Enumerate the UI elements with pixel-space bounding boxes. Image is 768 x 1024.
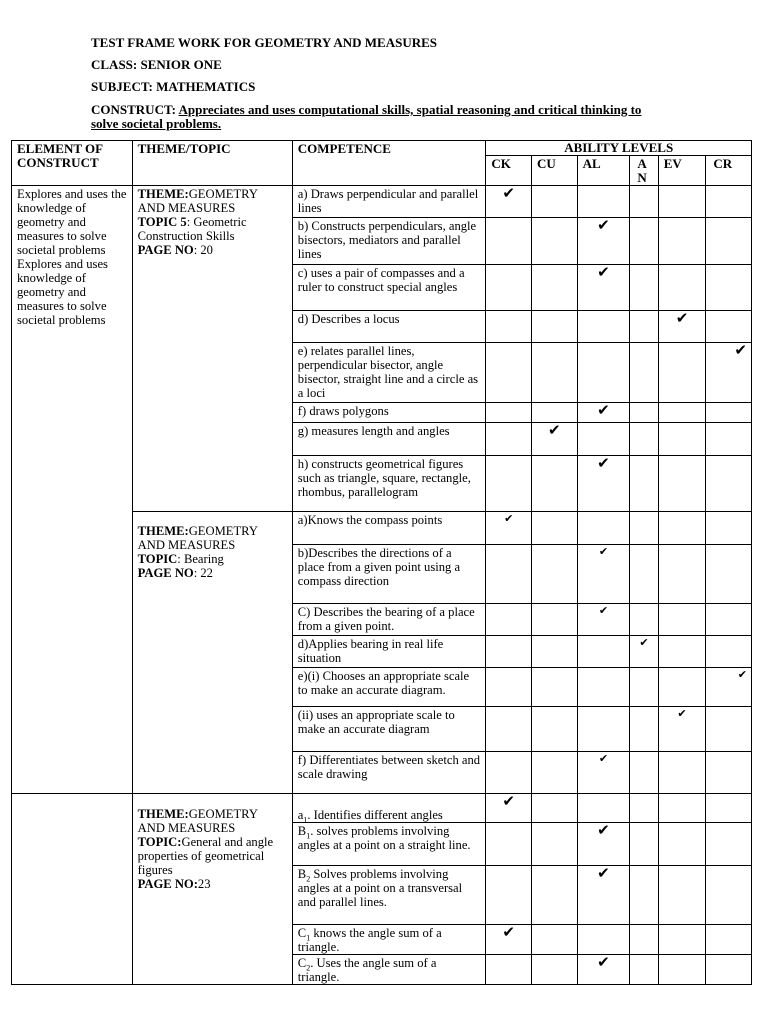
level-cell-al <box>577 955 630 985</box>
level-cell-cr <box>706 403 752 423</box>
level-cell-cr <box>706 794 752 823</box>
check-mark-icon: ✔ <box>502 792 515 810</box>
page-no-label: PAGE NO: <box>137 877 198 891</box>
page-no-value: : 20 <box>193 243 213 257</box>
check-mark-icon: ✔ <box>504 512 514 525</box>
level-cell-cu <box>532 545 578 604</box>
check-mark-icon: ✔ <box>597 216 610 234</box>
level-cell-ck <box>486 186 532 218</box>
check-mark-icon: ✔ <box>598 752 609 765</box>
level-cell-ck <box>486 218 532 265</box>
construct-line <box>91 103 741 131</box>
competence-text: knows the angle sum of a triangle. <box>297 926 442 954</box>
competence-code: B <box>297 824 307 838</box>
check-mark-icon: ✔ <box>597 864 610 882</box>
level-cell-ck <box>486 823 532 866</box>
theme-value: GEOMETRY AND MEASURES <box>137 524 258 552</box>
level-cell-an <box>630 707 658 752</box>
level-cell-al <box>577 707 630 752</box>
level-cell-cu <box>532 265 578 311</box>
check-mark-icon: ✔ <box>598 604 609 617</box>
level-cell-al <box>577 403 630 423</box>
level-cell-ck <box>486 423 532 456</box>
competence-cell: e) relates parallel lines, perpendicular bisector, angle bisector, straight line and a circle as a loci <box>292 343 486 403</box>
level-cell-al <box>577 925 630 955</box>
check-mark-icon: ✔ <box>597 821 610 839</box>
level-cell-ck <box>486 636 532 668</box>
level-cell-al <box>577 752 630 794</box>
level-cell-an <box>630 866 658 925</box>
level-cell-cu <box>532 707 578 752</box>
level-cell-cr <box>706 707 752 752</box>
competence-cell: f) Differentiates between sketch and scale drawing <box>292 752 486 794</box>
level-cell-cu <box>532 456 578 512</box>
level-cell-ck <box>486 311 532 343</box>
level-cell-an <box>630 343 658 403</box>
level-cell-al <box>577 343 630 403</box>
check-mark-icon: ✔ <box>502 184 515 202</box>
level-cell-ev <box>658 955 706 985</box>
check-mark-icon: ✔ <box>639 636 649 649</box>
level-cell-cr <box>706 925 752 955</box>
topic-label: TOPIC <box>137 552 178 566</box>
competence-subscript: 2 <box>306 963 311 973</box>
level-cell-ck <box>486 866 532 925</box>
competence-cell: b)Describes the directions of a place from a given point using a compass direction <box>292 545 486 604</box>
level-cell-al <box>577 545 630 604</box>
level-cell-al <box>577 794 630 823</box>
level-cell-al <box>577 311 630 343</box>
level-cell-ev <box>658 823 706 866</box>
level-cell-cr <box>706 866 752 925</box>
competence-cell: d) Describes a locus <box>292 311 486 343</box>
level-cell-cr <box>706 423 752 456</box>
level-cell-ev <box>658 311 706 343</box>
topic-value: General and angle properties of geometrical figures <box>137 835 274 877</box>
level-cell-ev <box>658 403 706 423</box>
level-cell-cr <box>706 265 752 311</box>
level-cell-ck <box>486 456 532 512</box>
competence-text: . Identifies different angles <box>307 808 443 822</box>
competence-cell: h) constructs geometrical figures such as triangle, square, rectangle, rhombus, parallelogram <box>292 456 486 512</box>
level-cell-an <box>630 636 658 668</box>
col-header-competence: COMPETENCE <box>292 141 486 186</box>
check-mark-icon: ✔ <box>548 421 561 439</box>
document-title: TEST FRAME WORK FOR GEOMETRY AND MEASURES <box>91 35 438 50</box>
level-cell-ev <box>658 456 706 512</box>
level-cell-cu <box>532 752 578 794</box>
competence-code: C <box>297 926 307 940</box>
page-no-label: PAGE NO <box>137 566 194 580</box>
competence-code: C <box>297 956 307 970</box>
level-cell-an <box>630 456 658 512</box>
level-cell-cu <box>532 668 578 707</box>
class-line: CLASS: SENIOR ONE <box>91 57 222 72</box>
competence-text: Solves problems involving angles at a point on a transversal and parallel lines. <box>297 867 463 909</box>
competence-cell: a) Draws perpendicular and parallel lines <box>292 186 486 218</box>
element-of-construct-cell: Explores and uses the knowledge of geometry and measures to solve societal problems Explores and uses knowledge of geometry and measures to solve societal problems <box>12 186 133 794</box>
competence-code: a <box>297 808 304 822</box>
theme-value: GEOMETRY AND MEASURES <box>137 807 258 835</box>
level-cell-al <box>577 823 630 866</box>
level-cell-an <box>630 512 658 545</box>
construct-text-1: Appreciates and uses computational skills, spatial reasoning and critical thinking to <box>178 102 642 117</box>
competence-subscript: 1 <box>306 933 311 943</box>
check-mark-icon: ✔ <box>734 341 747 359</box>
competence-cell <box>292 794 486 823</box>
level-cell-ck <box>486 794 532 823</box>
level-cell-cr <box>706 636 752 668</box>
level-cell-ck <box>486 512 532 545</box>
level-cell-cr <box>706 343 752 403</box>
theme-value: GEOMETRY AND MEASURES <box>137 187 258 215</box>
level-cell-cu <box>532 925 578 955</box>
level-cell-ck <box>486 545 532 604</box>
table-row <box>12 186 752 218</box>
col-header-theme: THEME/TOPIC <box>132 141 292 186</box>
level-cell-ev <box>658 668 706 707</box>
level-cell-ck <box>486 343 532 403</box>
level-cell-cr <box>706 545 752 604</box>
level-cell-an <box>630 186 658 218</box>
level-cell-an <box>630 545 658 604</box>
level-cell-ev <box>658 186 706 218</box>
competence-cell: g) measures length and angles <box>292 423 486 456</box>
level-cell-an <box>630 604 658 636</box>
level-cell-ck <box>486 604 532 636</box>
level-cell-ck <box>486 955 532 985</box>
col-header-ability-levels: ABILITY LEVELS <box>486 141 752 156</box>
level-cell-cr <box>706 668 752 707</box>
level-cell-cr <box>706 456 752 512</box>
topic-label: TOPIC 5 <box>137 215 187 229</box>
level-cell-al <box>577 668 630 707</box>
level-cell-an <box>630 423 658 456</box>
level-cell-ck <box>486 265 532 311</box>
level-cell-cu <box>532 512 578 545</box>
theme-label: THEME: <box>137 807 189 821</box>
table-row <box>12 794 752 823</box>
level-cell-cu <box>532 636 578 668</box>
level-cell-ev <box>658 707 706 752</box>
level-cell-al <box>577 866 630 925</box>
competence-cell <box>292 866 486 925</box>
competence-text: . Uses the angle sum of a triangle. <box>297 956 437 984</box>
level-cell-al <box>577 636 630 668</box>
level-cell-cu <box>532 343 578 403</box>
theme-topic-cell <box>132 512 292 794</box>
level-cell-al <box>577 218 630 265</box>
level-cell-an <box>630 218 658 265</box>
construct-text-2: solve societal problems. <box>91 116 222 131</box>
level-header-ev: EV <box>658 156 706 186</box>
check-mark-icon: ✔ <box>598 545 609 558</box>
level-cell-an <box>630 823 658 866</box>
competence-cell: C) Describes the bearing of a place from a given point. <box>292 604 486 636</box>
level-cell-an <box>630 403 658 423</box>
level-cell-ev <box>658 636 706 668</box>
check-mark-icon: ✔ <box>502 923 515 941</box>
level-cell-cu <box>532 794 578 823</box>
competence-cell: (ii) uses an appropriate scale to make an accurate diagram <box>292 707 486 752</box>
subject-line: SUBJECT: MATHEMATICS <box>91 79 256 94</box>
level-cell-cr <box>706 218 752 265</box>
competence-cell <box>292 823 486 866</box>
competence-subscript: 1 <box>306 831 311 841</box>
level-cell-ev <box>658 545 706 604</box>
element-of-construct-empty-cell <box>12 794 133 985</box>
check-mark-icon: ✔ <box>597 953 610 971</box>
competence-code: B <box>297 867 307 881</box>
page-no-value: : 22 <box>193 566 213 580</box>
level-cell-ev <box>658 512 706 545</box>
competence-cell: f) draws polygons <box>292 403 486 423</box>
check-mark-icon: ✔ <box>597 454 610 472</box>
level-cell-cu <box>532 604 578 636</box>
level-cell-cu <box>532 218 578 265</box>
competence-cell: c) uses a pair of compasses and a ruler to construct special angles <box>292 265 486 311</box>
level-cell-ck <box>486 925 532 955</box>
level-cell-an <box>630 794 658 823</box>
level-cell-an <box>630 311 658 343</box>
page-no-label: PAGE NO <box>137 243 194 257</box>
check-mark-icon: ✔ <box>675 309 689 327</box>
check-mark-icon: ✔ <box>737 668 747 681</box>
competence-cell: a)Knows the compass points <box>292 512 486 545</box>
level-cell-an <box>630 752 658 794</box>
theme-label: THEME: <box>137 524 189 538</box>
level-cell-cr <box>706 823 752 866</box>
level-cell-cu <box>532 823 578 866</box>
level-cell-al <box>577 423 630 456</box>
level-cell-al <box>577 456 630 512</box>
level-cell-cu <box>532 423 578 456</box>
level-cell-cr <box>706 512 752 545</box>
competence-cell: e)(i) Chooses an appropriate scale to make an accurate diagram. <box>292 668 486 707</box>
level-cell-ck <box>486 752 532 794</box>
level-cell-al <box>577 186 630 218</box>
competence-text: . solves problems involving angles at a point on a straight line. <box>297 824 471 852</box>
level-cell-cr <box>706 752 752 794</box>
level-cell-cu <box>532 403 578 423</box>
level-cell-an <box>630 265 658 311</box>
competence-cell <box>292 925 486 955</box>
level-cell-ck <box>486 403 532 423</box>
competence-cell <box>292 955 486 985</box>
level-cell-al <box>577 512 630 545</box>
level-cell-cu <box>532 311 578 343</box>
theme-label: THEME: <box>137 187 189 201</box>
level-header-al: AL <box>577 156 630 186</box>
competence-cell: d)Applies bearing in real life situation <box>292 636 486 668</box>
level-cell-ev <box>658 343 706 403</box>
level-cell-cr <box>706 604 752 636</box>
competence-subscript: 1 <box>303 815 308 825</box>
level-cell-cu <box>532 186 578 218</box>
level-cell-cu <box>532 955 578 985</box>
level-header-ck: CK <box>486 156 532 186</box>
test-frame-table <box>11 140 752 985</box>
level-cell-ev <box>658 752 706 794</box>
topic-value: : Bearing <box>177 552 224 566</box>
level-cell-cr <box>706 186 752 218</box>
level-cell-cu <box>532 866 578 925</box>
theme-topic-cell <box>132 186 292 512</box>
level-cell-an <box>630 925 658 955</box>
level-header-cr: CR <box>706 156 752 186</box>
level-cell-ev <box>658 604 706 636</box>
level-cell-ev <box>658 925 706 955</box>
level-cell-ev <box>658 866 706 925</box>
level-cell-ev <box>658 423 706 456</box>
level-cell-al <box>577 265 630 311</box>
level-cell-ck <box>486 707 532 752</box>
check-mark-icon: ✔ <box>677 707 687 720</box>
topic-label: TOPIC: <box>137 835 182 849</box>
construct-label: CONSTRUCT: <box>91 102 179 117</box>
level-cell-ck <box>486 668 532 707</box>
competence-subscript: 2 <box>306 874 311 884</box>
topic-value: : Geometric Construction Skills <box>137 215 247 243</box>
level-cell-al <box>577 604 630 636</box>
level-header-an: A N <box>630 156 658 186</box>
level-cell-cr <box>706 955 752 985</box>
level-cell-cr <box>706 311 752 343</box>
level-cell-an <box>630 955 658 985</box>
theme-topic-cell <box>132 794 292 985</box>
level-header-cu: CU <box>532 156 578 186</box>
check-mark-icon: ✔ <box>597 401 610 419</box>
check-mark-icon: ✔ <box>597 263 610 281</box>
competence-cell: b) Constructs perpendiculars, angle bisectors, mediators and parallel lines <box>292 218 486 265</box>
page-no-value: 23 <box>197 877 211 891</box>
level-cell-ev <box>658 794 706 823</box>
level-cell-ev <box>658 265 706 311</box>
level-cell-an <box>630 668 658 707</box>
col-header-element: ELEMENT OF CONSTRUCT <box>12 141 133 186</box>
level-cell-ev <box>658 218 706 265</box>
